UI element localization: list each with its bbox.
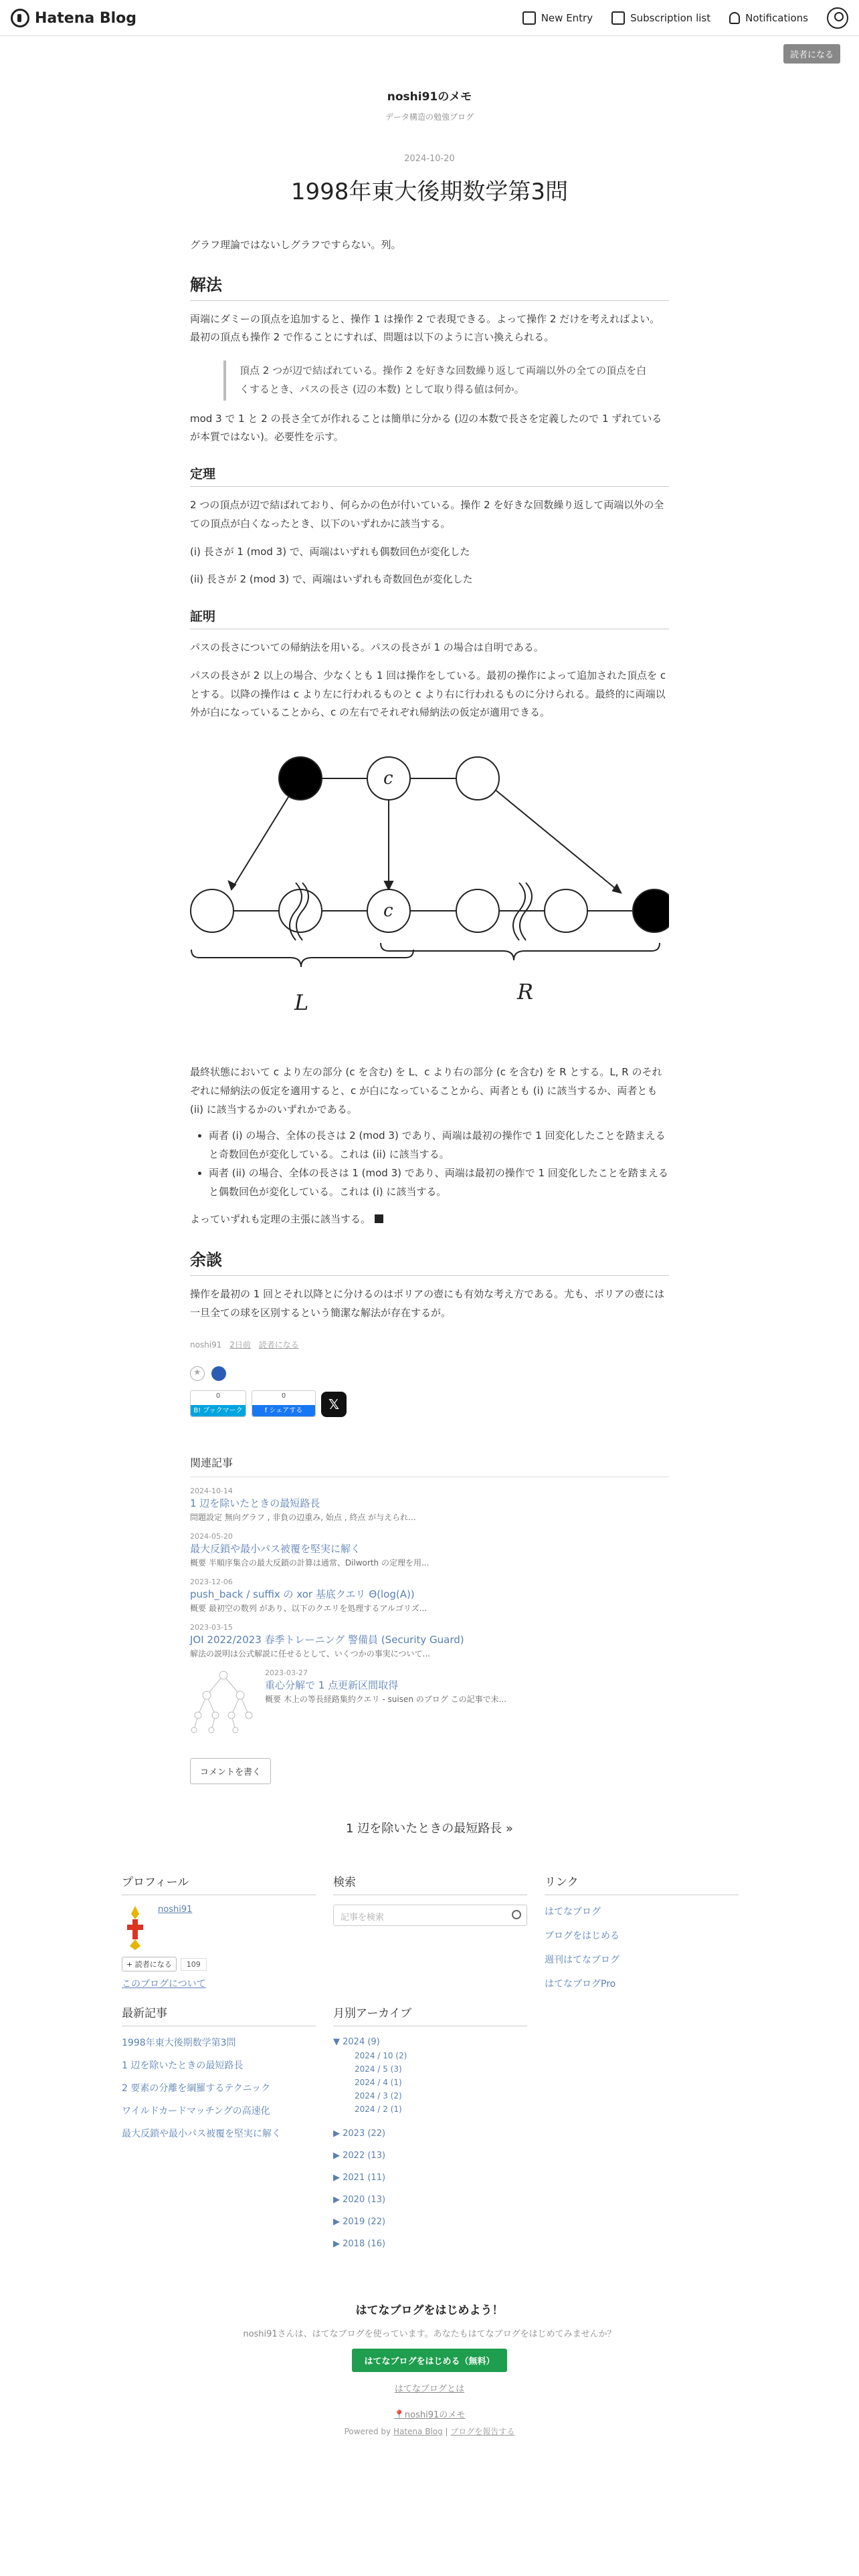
related-item[interactable] <box>190 1623 669 1659</box>
archive-year-toggle[interactable]: ▶ 2021 (11) <box>333 2173 386 2183</box>
entry-subscribe-link[interactable]: 読者になる <box>258 1339 299 1350</box>
case-list-item-1: • 両者 (i) の場合、全体の長さは 2 (mod 3) であり、両端は最初の操作で 1 回変化したことを踏まえると奇数回色が変化している。これは (ii) に該当する。 <box>209 1127 669 1164</box>
hatena-blog-logo[interactable] <box>11 9 136 27</box>
star-row <box>190 1366 669 1381</box>
related-date: 2024-10-14 <box>190 1486 233 1495</box>
links-module <box>545 1872 739 1990</box>
search-module <box>333 1872 527 1926</box>
qed-icon <box>375 1214 383 1223</box>
related-heading: 関連記事 <box>190 1455 669 1477</box>
link-weekly[interactable]: 週刊はてなブログ <box>545 1955 619 1965</box>
profile-subscribe-row <box>122 1957 316 1971</box>
next-entry-link[interactable]: 1 辺を除いたときの最短路長 » <box>346 1822 513 1836</box>
entry-intro: グラフ理論ではないしグラフですらない。列。 <box>190 239 401 251</box>
archive-year-toggle[interactable]: ▶ 2023 (22) <box>333 2129 386 2139</box>
related-date: 2024-05-20 <box>190 1531 233 1541</box>
powered-by <box>0 2426 859 2437</box>
user-menu-icon[interactable] <box>827 7 848 29</box>
powered-prefix: Powered by <box>344 2427 391 2436</box>
heading-solution: 解法 <box>190 272 669 301</box>
problem-quote: 頂点 2 つが辺で結ばれている。操作 2 を好きな回数繰り返して両端以外の全ての頂点を白くするとき、パスの長さ (辺の本数) として取り得る値は何か。 <box>223 360 669 401</box>
recent-entry-link[interactable]: 最大反鎖や最小パス被覆を堅実に解く <box>122 2129 281 2139</box>
hatena-star-user-icon[interactable] <box>211 1366 226 1381</box>
link-start-blog[interactable]: ブログをはじめる <box>545 1931 619 1941</box>
theorem-case-1: (i) 長さが 1 (mod 3) で、両端はいずれも偶数回色が変化した <box>190 545 470 558</box>
entry-article <box>190 154 669 1784</box>
paragraph-proof-2: パスの長さが 2 以上の場合、少なくとも 1 回は操作をしている。最初の操作によって追加された頂点を c とする。以降の操作は c より左に行われるものと c より右に行われるものに分けられる。最終的に両端以外が白になっていることから、c の左右でそれぞれ帰納法の仮定が適用できる。 <box>190 669 666 719</box>
about-hatena-blog-link[interactable]: はてなブログとは <box>394 2384 465 2394</box>
label-R: R <box>517 979 534 1004</box>
link-hatena-blog[interactable]: はてなブログ <box>545 1907 601 1917</box>
arrowhead-right <box>613 885 621 893</box>
related-entries <box>190 1455 669 1735</box>
hatena-promo <box>0 2300 859 2437</box>
entry-title[interactable]: 1998年東大後期数学第3問 <box>290 179 569 205</box>
brace-R <box>381 943 660 960</box>
hatena-bookmark-label: B! ブックマーク <box>191 1405 246 1416</box>
related-item[interactable] <box>190 1532 669 1568</box>
label-c-top: c <box>383 768 393 788</box>
archive-month-link[interactable]: 2024 / 10 (2) <box>355 2051 407 2060</box>
archive-year-toggle[interactable]: ▶ 2019 (22) <box>333 2217 386 2227</box>
related-item[interactable] <box>190 1487 669 1523</box>
heading-aside: 余談 <box>190 1247 669 1276</box>
bottom-node-5 <box>545 889 587 932</box>
subscribe-button[interactable]: 読者になる <box>783 44 840 64</box>
related-title[interactable]: 1 辺を除いたときの最短路長 <box>190 1497 320 1509</box>
recent-heading: 最新記事 <box>122 2004 316 2026</box>
report-blog-link[interactable]: ブログを報告する <box>450 2427 515 2436</box>
paragraph-conclusion <box>190 1210 669 1229</box>
arrow-left <box>231 794 290 889</box>
related-date: 2023-03-27 <box>265 1668 308 1677</box>
facebook-share-count: 0 <box>281 1392 286 1400</box>
related-title[interactable]: JOI 2022/2023 春季トレーニング 警備員 (Security Guard) <box>190 1633 464 1646</box>
profile-module <box>122 1872 316 1990</box>
heading-theorem: 定理 <box>190 464 669 487</box>
notifications-label: Notifications <box>745 12 808 24</box>
archive-year-toggle[interactable]: ▶ 2018 (16) <box>333 2239 386 2249</box>
proof-diagram <box>190 737 669 1051</box>
promo-heading: はてなブログをはじめよう！ <box>355 2304 504 2317</box>
profile-name-link[interactable]: noshi91 <box>158 1905 193 1915</box>
profile-heading: プロフィール <box>122 1872 316 1895</box>
new-entry-button[interactable] <box>522 6 593 30</box>
profile-avatar[interactable] <box>122 1905 149 1951</box>
arrowhead-left <box>229 881 235 889</box>
related-item[interactable] <box>190 1669 669 1735</box>
blog-description: データ構造の勉強ブログ <box>385 112 474 122</box>
paragraph-proof-1: パスの長さについての帰納法を用いる。パスの長さが 1 の場合は自明である。 <box>190 641 544 653</box>
bottom-node-2 <box>279 889 322 932</box>
search-input[interactable] <box>333 1905 527 1926</box>
pin-icon: 📍 <box>393 2410 405 2420</box>
hatena-bookmark-button[interactable] <box>190 1390 246 1417</box>
paragraph-theorem: 2 つの頂点が辺で結ばれており、何らかの色が付いている。操作 2 を好きな回数繰り返して両端以外の全ての頂点が白くなったとき、以下のいずれかに該当する。 <box>190 499 664 530</box>
archive-heading: 月別アーカイブ <box>333 2004 527 2026</box>
hatena-logo-icon <box>11 9 29 27</box>
archive-year-toggle[interactable]: ▶ 2022 (13) <box>333 2151 386 2161</box>
archive-year-toggle[interactable]: ▶ 2020 (13) <box>333 2195 386 2205</box>
related-summary: 解法の説明は公式解説に任せるとして、いくつかの事実について... <box>190 1648 430 1658</box>
heading-proof: 証明 <box>190 607 669 629</box>
bottom-node-black <box>633 889 669 932</box>
profile-row <box>122 1905 316 1951</box>
subscription-list-label: Subscription list <box>630 12 711 24</box>
subscription-list-button[interactable] <box>611 6 710 30</box>
facebook-share-button[interactable] <box>252 1390 316 1417</box>
profile-subscriber-count: 109 <box>181 1958 207 1971</box>
conclusion-text: よっていずれも定理の主張に該当する。 <box>190 1213 371 1226</box>
book-icon <box>611 11 625 25</box>
paragraph-final-state: 最終状態において c より左の部分 (c を含む) を L、c より右の部分 (c を含む) を R とする。L, R のそれぞれに帰納法の仮定を適用すると、c が白になっていることから、両者とも (i) に該当するか、両者とも (ii) に該当するかのいずれかである。 <box>190 1066 662 1115</box>
related-summary: 概要 半順序集合の最大反鎖の計算は通常、Dilworth の定理を用... <box>190 1558 430 1568</box>
bottom-node-1 <box>191 889 233 932</box>
archive-month-link[interactable]: 2024 / 3 (2) <box>355 2091 402 2101</box>
arrowhead-center <box>385 881 393 889</box>
global-nav <box>522 6 848 30</box>
related-date: 2023-12-06 <box>190 1577 233 1586</box>
links-heading: リンク <box>545 1872 739 1895</box>
search-placeholder: 記事を検索 <box>341 1913 385 1923</box>
related-item[interactable] <box>190 1578 669 1614</box>
x-share-icon[interactable]: 𝕏 <box>321 1392 347 1417</box>
related-summary: 概要 木上の等長経路集約クエリ - suisen のブログ この記事で未... <box>265 1694 507 1704</box>
tree-thumbnail <box>190 1669 257 1735</box>
arrow-right <box>494 789 618 891</box>
about-blog-link[interactable]: このブログについて <box>122 1979 206 1990</box>
archive-month-link[interactable]: 2024 / 2 (1) <box>355 2105 402 2114</box>
recent-entries-module <box>122 2004 316 2140</box>
entry-footer-meta <box>190 1339 669 1350</box>
bell-icon <box>729 12 740 24</box>
archive-module <box>333 2004 527 2249</box>
recent-entry-link[interactable]: 1998年東大後期数学第3問 <box>122 2038 236 2048</box>
footer-blog-name: noshi91のメモ <box>404 2410 466 2420</box>
case-list-item-2: • 両者 (ii) の場合、全体の長さは 1 (mod 3) であり、両端は最初の操作で 1 回変化したことを踏まえると偶数回色が変化している。これは (i) に該当する。 <box>209 1164 669 1202</box>
entry-date[interactable]: 2024-10-20 <box>404 154 455 164</box>
pencil-icon <box>522 11 536 25</box>
paragraph-aside: 操作を最初の 1 回とそれ以降とに分けるのはポリアの壺にも有効な考え方である。尤も、ポリアの壺には一旦全ての球を区別するという簡潔な解法が存在するが。 <box>190 1288 665 1319</box>
archive-month-link[interactable]: 2024 / 5 (3) <box>355 2064 402 2074</box>
search-icon[interactable] <box>512 1910 521 1919</box>
related-title[interactable]: 重心分解で 1 点更新区間取得 <box>265 1679 399 1691</box>
start-blog-button[interactable]: はてなブログをはじめる（無料） <box>352 2349 506 2372</box>
related-title[interactable]: 最大反鎖や最小パス被覆を堅実に解く <box>190 1542 361 1555</box>
paragraph-mod: mod 3 で 1 と 2 の長さ全てが作れることは簡単に分かる (辺の本数で長さを定義したので 1 ずれているが本質ではない)。必要性を示す。 <box>190 412 662 443</box>
profile-subscribe-button[interactable]: + 読者になる <box>122 1957 177 1971</box>
archive-month-link[interactable]: 2024 / 4 (1) <box>355 2078 402 2087</box>
facebook-share-label: f シェアする <box>252 1405 315 1416</box>
link-pro[interactable]: はてなブログPro <box>545 1979 616 1990</box>
related-date: 2023-03-15 <box>190 1622 233 1632</box>
top-node-black <box>279 757 322 800</box>
recent-entry-link[interactable]: 1 辺を除いたときの最短路長 <box>122 2060 244 2071</box>
hatena-blog-footer-link[interactable]: Hatena Blog <box>393 2427 443 2436</box>
entry-permalink[interactable]: 2日前 <box>229 1339 251 1350</box>
global-header <box>0 0 859 36</box>
add-star-icon[interactable] <box>190 1366 205 1381</box>
recent-entry-link[interactable]: ワイルドカードマッチングの高速化 <box>122 2106 270 2117</box>
notifications-button[interactable] <box>729 6 808 30</box>
theorem-case-2: (ii) 長さが 2 (mod 3) で、両端はいずれも奇数回色が変化した <box>190 573 473 586</box>
recent-entry-link[interactable]: 2 要素の分離を綱羅するテクニック <box>122 2083 270 2094</box>
brand-name: Hatena Blog <box>35 9 137 27</box>
powered-separator: | <box>442 2427 451 2436</box>
brace-L <box>191 950 413 967</box>
related-summary: 問題設定 無向グラフ , 非負の辺重み, 始点 , 終点 が与えられ... <box>190 1512 416 1522</box>
related-title[interactable]: push_back / suffix の xor 基底クエリ Θ(log(A)) <box>190 1588 415 1600</box>
label-c-bottom: c <box>383 901 393 921</box>
label-L: L <box>294 990 309 1015</box>
top-node-white <box>456 757 499 800</box>
related-summary: 概要 最初空の数列 があり、以下のクエリを処理するアルゴリズ... <box>190 1603 427 1613</box>
blog-title[interactable]: noshi91のメモ <box>387 90 472 104</box>
search-heading: 検索 <box>333 1872 527 1895</box>
bottom-node-4 <box>456 889 499 932</box>
write-comment-button[interactable]: コメントを書く <box>190 1758 271 1784</box>
hatena-bookmark-count: 0 <box>215 1392 221 1400</box>
case-list <box>190 1127 669 1201</box>
share-buttons <box>190 1390 669 1417</box>
footer-blog-link[interactable] <box>0 2407 859 2420</box>
paragraph-solution: 両端にダミーの頂点を追加すると、操作 1 は操作 2 で表現できる。よって操作 2 だけを考えればよい。最初の頂点も操作 2 で作ることにすれば、問題は以下のように言い換えられる。 <box>190 312 660 344</box>
promo-subtext: noshi91さんは、はてなブログを使っています。あなたもはてなブログをはじめてみませんか？ <box>243 2329 616 2339</box>
archive-year-toggle[interactable]: ▼ 2024 (9) <box>333 2037 380 2047</box>
new-entry-label: New Entry <box>541 12 593 24</box>
entry-author: noshi91 <box>190 1339 222 1350</box>
